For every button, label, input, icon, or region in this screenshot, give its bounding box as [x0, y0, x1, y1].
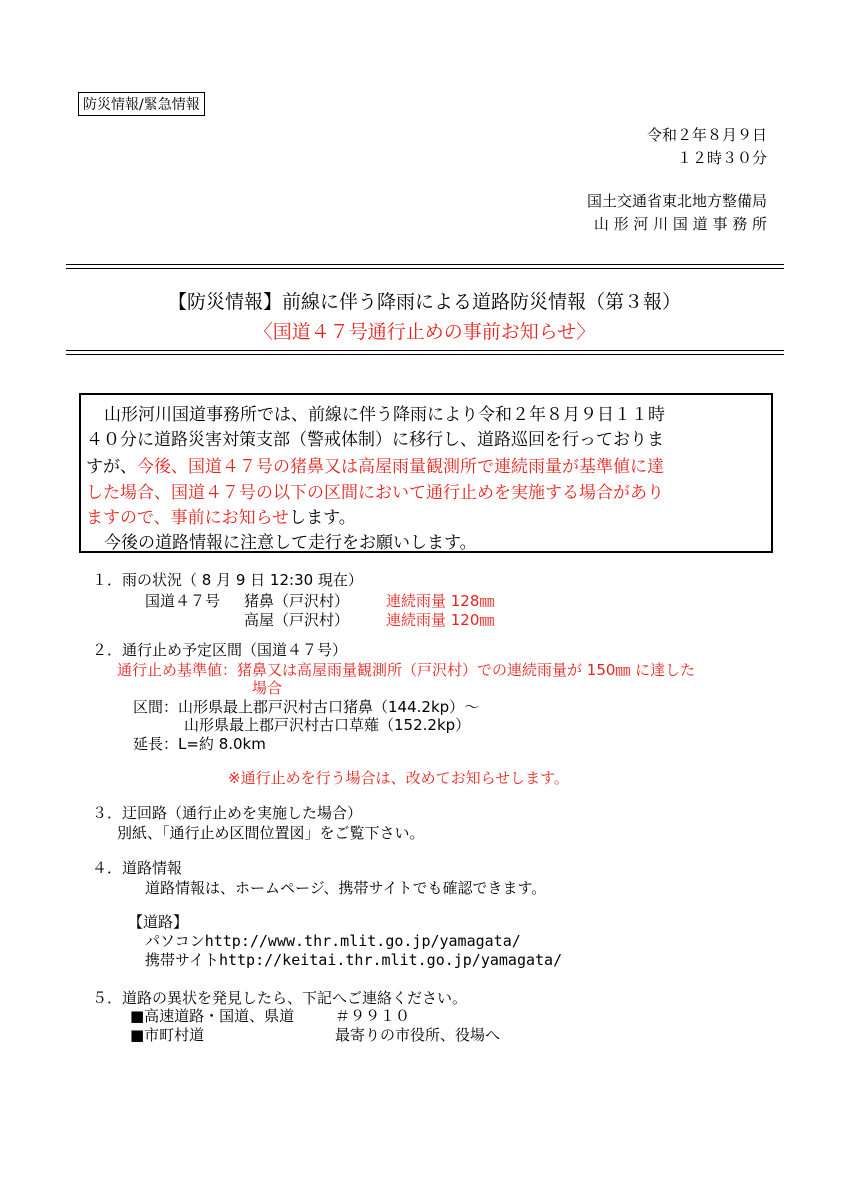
issuer-bureau: 国土交通省東北地方整備局: [586, 192, 767, 210]
divider-bottom-2: [66, 354, 784, 355]
detour-text: 別紙、「通行止め区間位置図」をご覧下さい。: [117, 824, 425, 842]
rain-value: 連続雨量 120㎜: [386, 611, 495, 629]
rain-station: 高屋（戸沢村）: [244, 611, 350, 629]
divider-top-2: [66, 268, 784, 269]
rain-station: 猪鼻（戸沢村）: [244, 592, 350, 610]
issuer-office: 山 形 河 川 国 道 事 務 所: [593, 215, 767, 233]
page-subtitle: 〈国道４７号通行止めの事前お知らせ〉: [253, 321, 596, 343]
notice-line: ４０分に道路災害対策支部（警戒体制）に移行し、道路巡回を行っておりま: [86, 430, 664, 450]
divider-bottom-1: [66, 350, 784, 351]
notice-line: した場合、国道４７号の以下の区間において通行止めを実施する場合があり: [86, 483, 664, 503]
issue-time: １２時３０分: [676, 149, 767, 167]
closure-criteria-cont: 場合: [252, 679, 283, 697]
roadinfo-text: 道路情報は、ホームページ、携帯サイトでも確認できます。: [145, 879, 547, 897]
roadinfo-label: 【道路】: [128, 913, 189, 931]
closure-length: 延長：L=約 8.0km: [133, 735, 266, 753]
rain-road: 国道４７号: [145, 592, 221, 610]
notice-highlight: ますので、事前にお知らせ: [86, 508, 290, 528]
notice-line: 今後の道路情報に注意して走行をお願いします。: [104, 533, 477, 553]
rain-value: 連続雨量 128㎜: [386, 592, 495, 610]
notice-text: します。: [289, 508, 356, 528]
section-closure-heading: ２．通行止め予定区間（国道４７号）: [92, 641, 348, 659]
section-roadinfo-heading: ４．道路情報: [92, 859, 183, 877]
closure-section-start: 区間：山形県最上郡戸沢村古口猪鼻（144.2kp）～: [133, 698, 480, 716]
section-detour-heading: ３．迂回路（通行止めを実施した場合）: [92, 804, 363, 822]
contact-value: ＃９９１０: [335, 1007, 411, 1025]
notice-line: 山形河川国道事務所では、前線に伴う降雨により令和２年８月９日１１時: [104, 405, 665, 425]
closure-note: ※通行止めを行う場合は、改めてお知らせします。: [228, 769, 569, 787]
notice-line: [86, 503, 356, 528]
divider-top-1: [66, 264, 784, 265]
page-title: 【防災情報】前線に伴う降雨による道路防災情報（第３報）: [167, 291, 681, 313]
notice-highlight: 今後、国道４７号の猪鼻又は高屋雨量観測所で連続雨量が基準値に達: [137, 457, 664, 477]
category-label: 防災情報/緊急情報: [78, 92, 205, 116]
pc-site-link[interactable]: パソコンhttp://www.thr.mlit.go.jp/yamagata/: [145, 932, 521, 950]
contact-label: ■市町村道: [130, 1026, 205, 1044]
contact-label: ■高速道路・国道、県道: [130, 1007, 295, 1025]
closure-criteria: 通行止め基準値：猪鼻又は高屋雨量観測所（戸沢村）での連続雨量が 150㎜ に達した: [117, 661, 696, 679]
notice-text: すが、: [86, 457, 137, 477]
section-rain-heading: １．雨の状況（ 8 月 9 日 12:30 現在）: [92, 571, 363, 589]
contact-value: 最寄りの市役所、役場へ: [335, 1026, 501, 1044]
section-contact-heading: ５．道路の異状を発見したら、下記へご連絡ください。: [92, 989, 468, 1007]
notice-line: [86, 452, 664, 477]
closure-section-end: 山形県最上郡戸沢村古口草薙（152.2kp）: [184, 716, 471, 734]
issue-date: 令和２年８月９日: [646, 126, 767, 144]
mobile-site-link[interactable]: 携帯サイトhttp://keitai.thr.mlit.go.jp/yamagata/: [145, 951, 563, 969]
